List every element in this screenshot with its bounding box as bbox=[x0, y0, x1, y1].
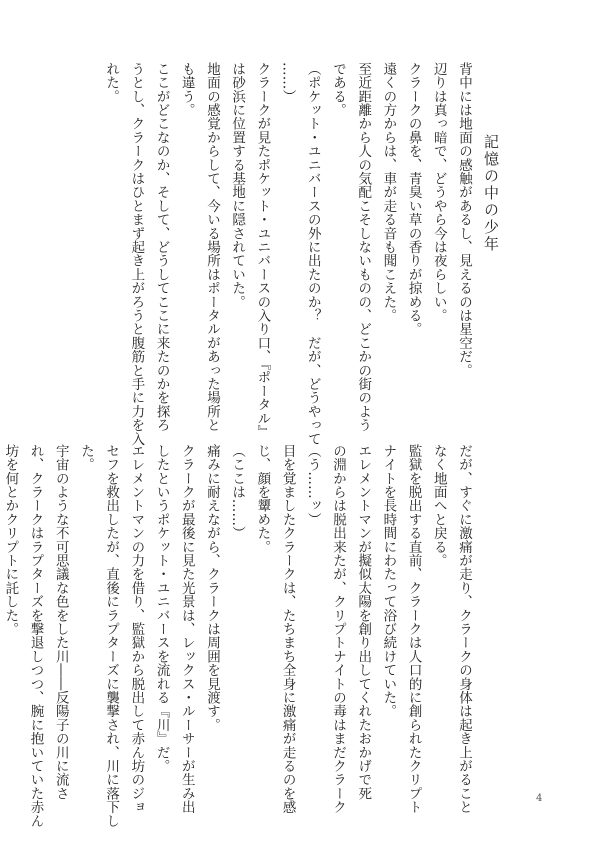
text-line: うとし、クラークはひとまず起き上がろうと腹筋と手に力を入 bbox=[128, 62, 145, 446]
text-line: エレメントマンが擬似太陽を創り出してくれたおかげで死 bbox=[355, 444, 372, 801]
text-line: 背中には地面の感触があるし、見えるのは星空だ。 bbox=[456, 62, 472, 378]
text-line: た。 bbox=[77, 444, 94, 472]
text-line: セフを救出したが、直後にラプターズに襲撃され、川に落下し bbox=[103, 444, 120, 828]
text-line: れた。 bbox=[103, 62, 120, 104]
text-line: エレメントマンの力を借り、監獄から脱出して赤ん坊のジョ bbox=[128, 444, 145, 814]
body-text-lower bbox=[2, 444, 476, 828]
text-line: 至近距離から人の気配こそしないものの、どこかの街のよう bbox=[355, 62, 372, 432]
chapter-title: 記憶の中の少年 bbox=[482, 134, 500, 253]
text-line: も違う。 bbox=[178, 62, 195, 117]
text-line: クラークが最後に見た光景は、レックス・ルーサーが生み出 bbox=[178, 444, 195, 814]
text-line: の淵からは脱出来たが、クリプトナイトの毒はまだクラーク bbox=[329, 444, 346, 814]
text-line: 遠くの方からは、車が走る音も聞こえた。 bbox=[380, 62, 397, 323]
text-line: なく地面へと戻る。 bbox=[430, 444, 447, 568]
text-line: 地面の感覚からして、今いる場所はポータルがあった場所と bbox=[203, 62, 220, 432]
text-line: ……） bbox=[279, 62, 296, 104]
text-line: クラークの鼻を、青臭い草の香りが掠める。 bbox=[405, 62, 422, 336]
body-text-upper bbox=[103, 62, 476, 446]
text-line: したというポケット・ユニバースを流れる『川』だ。 bbox=[153, 444, 170, 773]
text-line: である。 bbox=[329, 62, 346, 117]
text-line: だが、すぐに激痛が走り、クラークの身体は起き上がること bbox=[456, 444, 472, 814]
text-line: クラークが見たポケット・ユニバースの入り口、『ポータル』 bbox=[254, 62, 271, 439]
text-line: 辺りは真っ暗で、どうやら今は夜らしい。 bbox=[430, 62, 447, 323]
text-line: は砂浜に位置する基地に隠されていた。 bbox=[229, 62, 246, 309]
page-number: 4 bbox=[536, 793, 543, 804]
text-line: れ、クラークはラプターズを撃退しつつ、腕に抱いていた赤ん bbox=[27, 444, 44, 828]
text-line: ナイトを長時間にわたって浴び続けていた。 bbox=[380, 444, 397, 718]
text-line: （ポケット・ユニバースの外に出たのか？ だが、どうやって bbox=[304, 62, 321, 446]
text-line: ここがどこなのか、そして、どうしてここに来たのかを探ろ bbox=[153, 62, 170, 432]
text-line: （ここは……） bbox=[229, 444, 246, 540]
text-line: （う……ッ） bbox=[304, 444, 321, 527]
text-line: 坊を何とかクリプトに託した。 bbox=[2, 444, 19, 636]
text-line: 目を覚ましたクラークは、たちまち全身に激痛が走るのを感 bbox=[279, 444, 296, 814]
text-line: じ、顔を顰めた。 bbox=[254, 444, 271, 554]
text-line: 痛みに耐えながら、クラークは周囲を見渡す。 bbox=[203, 444, 220, 732]
text-line: 宇宙のような不可思議な色をした川――反陽子の川に流さ bbox=[52, 444, 69, 801]
text-line: 監獄を脱出する直前、クラークは人口的に創られたクリプト bbox=[405, 444, 422, 814]
